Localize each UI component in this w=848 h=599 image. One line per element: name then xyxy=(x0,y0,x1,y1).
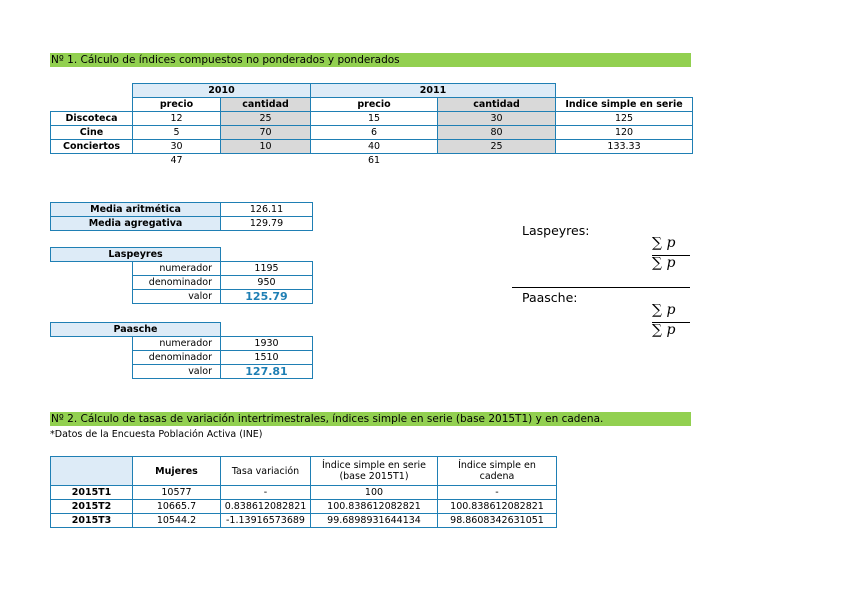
row-label: Discoteca xyxy=(51,112,133,126)
table-row xyxy=(51,514,557,528)
table-row xyxy=(51,112,693,126)
col-header: Índice simple en serie (base 2015T1) xyxy=(311,457,438,486)
laspeyres-formula-label: Laspeyres: xyxy=(522,223,590,238)
section2-title: Nº 2. Cálculo de tasas de variación intertrimestrales, índices simple en serie (base 2015T1) y en cadena. xyxy=(50,412,691,426)
paasche-formula-numerator: ∑ p xyxy=(652,302,676,318)
cell: - xyxy=(438,486,557,500)
laspeyres-formula-numerator: ∑ p xyxy=(652,235,676,251)
table-row xyxy=(51,351,313,365)
cell: 12 xyxy=(133,112,221,126)
col-header: cantidad xyxy=(438,98,556,112)
col-header: cantidad xyxy=(221,98,311,112)
cell: 10577 xyxy=(133,486,221,500)
row-label: Media aritmética xyxy=(51,203,221,217)
cell: 30 xyxy=(438,112,556,126)
col-header: Mujeres xyxy=(133,457,221,486)
cell: 1510 xyxy=(221,351,313,365)
cell: 98.8608342631051 xyxy=(438,514,557,528)
paasche-formula-label: Paasche: xyxy=(522,290,578,305)
col-header: precio xyxy=(311,98,438,112)
row-label: Media agregativa xyxy=(51,217,221,231)
cell: 126.11 xyxy=(221,203,313,217)
section2-note: *Datos de la Encuesta Población Activa (INE) xyxy=(50,429,263,440)
cell: 10665.7 xyxy=(133,500,221,514)
cell: -1.13916573689 xyxy=(221,514,311,528)
row-label: 2015T1 xyxy=(51,486,133,500)
cell: 133.33 xyxy=(556,140,693,154)
col-header: Índice simple en cadena xyxy=(438,457,557,486)
cell: 1930 xyxy=(221,337,313,351)
medias-table xyxy=(50,202,313,231)
laspeyres-title: Laspeyres xyxy=(51,248,221,262)
table-row xyxy=(51,217,313,231)
cell: 6 xyxy=(311,126,438,140)
table-row xyxy=(51,365,313,379)
total-2011: 61 xyxy=(367,155,381,166)
row-label: numerador xyxy=(133,262,221,276)
table-row xyxy=(51,486,557,500)
row-label: denominador xyxy=(133,276,221,290)
cell: 950 xyxy=(221,276,313,290)
cell: 80 xyxy=(438,126,556,140)
table-row xyxy=(51,126,693,140)
row-label: valor xyxy=(133,290,221,304)
table-row xyxy=(51,262,313,276)
cell: 15 xyxy=(311,112,438,126)
formula-panel xyxy=(512,215,690,345)
table-row xyxy=(51,337,313,351)
year-2011-header: 2011 xyxy=(311,84,556,98)
col-header: Indice simple en serie xyxy=(556,98,693,112)
paasche-formula-denominator: ∑ p xyxy=(652,322,676,338)
col-header-empty xyxy=(51,457,133,486)
table-row xyxy=(51,500,557,514)
row-label: Conciertos xyxy=(51,140,133,154)
table-row xyxy=(51,276,313,290)
paasche-table xyxy=(50,322,313,379)
row-label: 2015T2 xyxy=(51,500,133,514)
cell: 25 xyxy=(438,140,556,154)
section1-title: Nº 1. Cálculo de índices compuestos no ponderados y ponderados xyxy=(50,53,691,67)
cell: 125 xyxy=(556,112,693,126)
formula-divider xyxy=(512,287,690,288)
epa-table xyxy=(50,456,557,528)
table-row xyxy=(51,290,313,304)
cell: 120 xyxy=(556,126,693,140)
year-2010-header: 2010 xyxy=(133,84,311,98)
cell: 40 xyxy=(311,140,438,154)
cell: 25 xyxy=(221,112,311,126)
row-label: Cine xyxy=(51,126,133,140)
cell: - xyxy=(221,486,311,500)
col-header: precio xyxy=(133,98,221,112)
laspeyres-table xyxy=(50,247,313,304)
cell: 1195 xyxy=(221,262,313,276)
col-header: Tasa variación xyxy=(221,457,311,486)
laspeyres-formula-denominator: ∑ p xyxy=(652,255,676,271)
cell: 100.838612082821 xyxy=(438,500,557,514)
row-label: 2015T3 xyxy=(51,514,133,528)
table-row xyxy=(51,140,693,154)
total-2010: 47 xyxy=(170,155,183,166)
cell: 129.79 xyxy=(221,217,313,231)
paasche-title: Paasche xyxy=(51,323,221,337)
prices-table xyxy=(50,83,693,167)
cell: 99.6898931644134 xyxy=(311,514,438,528)
cell: 100 xyxy=(311,486,438,500)
paasche-value: 127.81 xyxy=(221,365,313,379)
cell: 0.838612082821 xyxy=(221,500,311,514)
cell: 70 xyxy=(221,126,311,140)
row-label: denominador xyxy=(133,351,221,365)
cell: 10 xyxy=(221,140,311,154)
row-label: numerador xyxy=(133,337,221,351)
cell: 5 xyxy=(133,126,221,140)
cell: 100.838612082821 xyxy=(311,500,438,514)
laspeyres-value: 125.79 xyxy=(221,290,313,304)
row-label: valor xyxy=(133,365,221,379)
table-row xyxy=(51,203,313,217)
cell: 10544.2 xyxy=(133,514,221,528)
cell: 30 xyxy=(133,140,221,154)
